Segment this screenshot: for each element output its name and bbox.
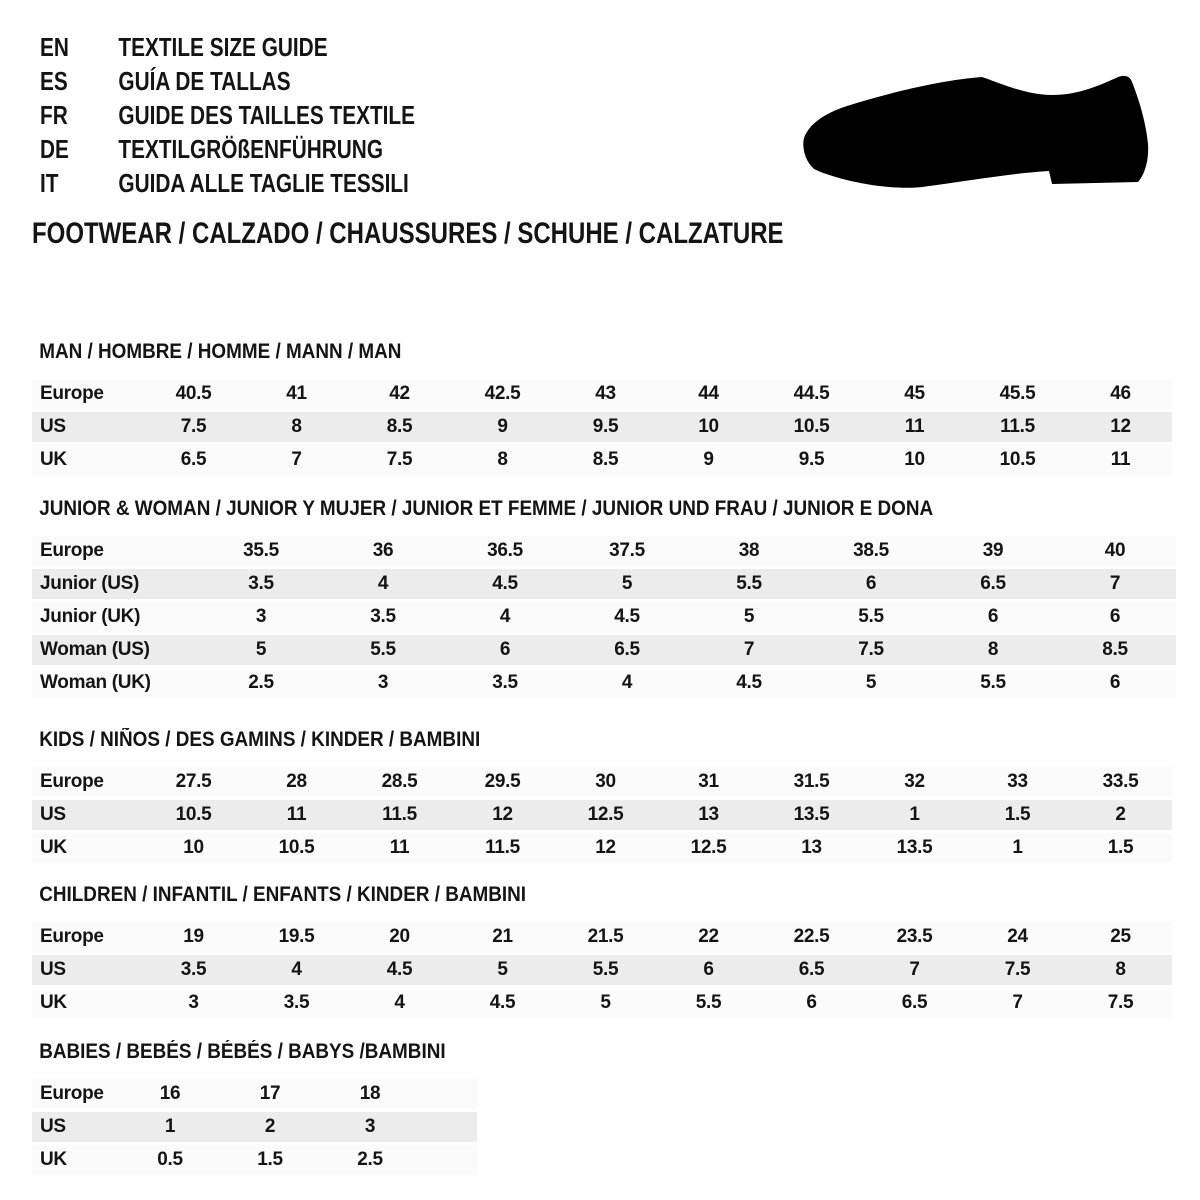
section-title: MAN / HOMBRE / HOMME / MANN / MAN	[39, 340, 402, 363]
size-cell: 8.5	[1054, 635, 1176, 665]
size-cell: 41	[245, 379, 348, 409]
size-cell: 3	[320, 1112, 420, 1142]
size-cell: 5	[810, 668, 932, 698]
section-man	[32, 341, 1172, 478]
row-label: Woman (UK)	[32, 668, 200, 698]
size-cell: 10	[863, 445, 966, 475]
size-cell: 9.5	[760, 445, 863, 475]
language-label: TEXTILGRÖßENFÜHRUNG	[118, 134, 384, 164]
language-label: GUIDE DES TAILLES TEXTILE	[118, 100, 416, 130]
section-title: BABIES / BEBÉS / BÉBÉS / BABYS /BAMBINI	[39, 1040, 446, 1063]
language-label: GUIDA ALLE TAGLIE TESSILI	[118, 168, 409, 198]
size-cell: 3.5	[322, 602, 444, 632]
junior-woman-row-europe	[32, 536, 1176, 566]
language-label: GUÍA DE TALLAS	[118, 66, 291, 96]
size-cell: 3.5	[245, 988, 348, 1018]
size-cell: 20	[348, 922, 451, 952]
size-cell: 6.5	[932, 569, 1054, 599]
size-cell: 6	[444, 635, 566, 665]
size-cell: 3	[142, 988, 245, 1018]
size-cell: 4	[348, 988, 451, 1018]
size-cell: 13.5	[863, 833, 966, 863]
size-cell: 11	[245, 800, 348, 830]
size-cell: 38.5	[810, 536, 932, 566]
babies-row-us	[32, 1112, 477, 1142]
size-cell: 6	[932, 602, 1054, 632]
language-row-de	[40, 132, 415, 166]
size-cell: 6.5	[760, 955, 863, 985]
size-cell: 31	[657, 767, 760, 797]
row-label: UK	[32, 833, 142, 863]
children-row-uk	[32, 988, 1172, 1018]
section-junior-woman	[32, 498, 1176, 701]
size-cell: 28	[245, 767, 348, 797]
babies-size-table	[32, 1076, 477, 1178]
size-cell: 13	[760, 833, 863, 863]
size-cell: 24	[966, 922, 1069, 952]
language-row-it	[40, 166, 415, 200]
size-cell: 9	[657, 445, 760, 475]
size-cell: 5	[451, 955, 554, 985]
size-cell: 39	[932, 536, 1054, 566]
junior-woman-row-woman-us-	[32, 635, 1176, 665]
size-cell: 8	[1069, 955, 1172, 985]
size-cell: 7	[1054, 569, 1176, 599]
size-cell: 33	[966, 767, 1069, 797]
size-cell: 10	[657, 412, 760, 442]
size-cell: 3	[322, 668, 444, 698]
size-cell: 4.5	[451, 988, 554, 1018]
size-cell: 19.5	[245, 922, 348, 952]
shoe-icon	[802, 70, 1152, 192]
row-label: Junior (US)	[32, 569, 200, 599]
section-children	[32, 884, 1172, 1021]
size-cell: 0.5	[120, 1145, 220, 1175]
size-cell: 10.5	[760, 412, 863, 442]
size-cell: 28.5	[348, 767, 451, 797]
size-cell: 8.5	[554, 445, 657, 475]
babies-row-uk	[32, 1145, 477, 1175]
size-cell: 42	[348, 379, 451, 409]
size-cell: 2.5	[320, 1145, 420, 1175]
size-cell: 12.5	[554, 800, 657, 830]
kids-size-table	[32, 764, 1172, 866]
section-title: JUNIOR & WOMAN / JUNIOR Y MUJER / JUNIOR ET FEMME / JUNIOR UND FRAU / JUNIOR E DONA	[39, 497, 934, 520]
size-cell: 7	[966, 988, 1069, 1018]
row-label: Junior (UK)	[32, 602, 200, 632]
size-cell: 44.5	[760, 379, 863, 409]
size-cell: 10.5	[142, 800, 245, 830]
row-label: Europe	[32, 379, 142, 409]
junior-woman-row-junior-us-	[32, 569, 1176, 599]
category-heading: FOOTWEAR / CALZADO / CHAUSSURES / SCHUHE / CALZATURE	[32, 217, 784, 250]
size-cell: 8.5	[348, 412, 451, 442]
row-label: Europe	[32, 767, 142, 797]
size-cell: 1.5	[1069, 833, 1172, 863]
size-cell: 38	[688, 536, 810, 566]
size-cell: 13.5	[760, 800, 863, 830]
row-label: US	[32, 1112, 120, 1142]
size-cell: 11.5	[348, 800, 451, 830]
size-cell: 12.5	[657, 833, 760, 863]
size-cell: 27.5	[142, 767, 245, 797]
size-cell: 16	[120, 1079, 220, 1109]
size-cell: 2	[220, 1112, 320, 1142]
size-cell: 30	[554, 767, 657, 797]
size-cell: 1	[966, 833, 1069, 863]
filler-cell	[420, 1145, 477, 1175]
size-cell: 21	[451, 922, 554, 952]
section-title: KIDS / NIÑOS / DES GAMINS / KINDER / BAMBINI	[39, 728, 481, 751]
size-cell: 6	[657, 955, 760, 985]
size-cell: 1.5	[220, 1145, 320, 1175]
size-cell: 5.5	[554, 955, 657, 985]
size-cell: 19	[142, 922, 245, 952]
size-cell: 33.5	[1069, 767, 1172, 797]
size-cell: 4	[245, 955, 348, 985]
language-code: IT	[40, 168, 59, 198]
size-cell: 37.5	[566, 536, 688, 566]
size-cell: 36.5	[444, 536, 566, 566]
language-code: FR	[40, 100, 68, 130]
size-cell: 18	[320, 1079, 420, 1109]
section-title: CHILDREN / INFANTIL / ENFANTS / KINDER / BAMBINI	[39, 883, 527, 906]
language-code: DE	[40, 134, 69, 164]
size-cell: 45	[863, 379, 966, 409]
size-cell: 11	[348, 833, 451, 863]
language-code: EN	[40, 32, 69, 62]
size-cell: 10.5	[966, 445, 1069, 475]
junior-woman-row-woman-uk-	[32, 668, 1176, 698]
size-cell: 1	[120, 1112, 220, 1142]
size-cell: 6	[1054, 668, 1176, 698]
children-size-table	[32, 919, 1172, 1021]
size-cell: 1	[863, 800, 966, 830]
kids-row-us	[32, 800, 1172, 830]
language-row-es	[40, 64, 415, 98]
size-cell: 4.5	[348, 955, 451, 985]
size-cell: 44	[657, 379, 760, 409]
size-cell: 45.5	[966, 379, 1069, 409]
size-cell: 4.5	[566, 602, 688, 632]
size-cell: 5	[566, 569, 688, 599]
man-row-us	[32, 412, 1172, 442]
size-cell: 5	[554, 988, 657, 1018]
size-cell: 5.5	[932, 668, 1054, 698]
size-cell: 4.5	[688, 668, 810, 698]
babies-row-europe	[32, 1079, 477, 1109]
size-cell: 36	[322, 536, 444, 566]
junior-woman-row-junior-uk-	[32, 602, 1176, 632]
size-cell: 7	[245, 445, 348, 475]
filler-cell	[420, 1079, 477, 1109]
language-label: TEXTILE SIZE GUIDE	[118, 32, 328, 62]
children-row-us	[32, 955, 1172, 985]
size-cell: 11	[863, 412, 966, 442]
row-label: Europe	[32, 536, 200, 566]
kids-row-europe	[32, 767, 1172, 797]
size-cell: 10.5	[245, 833, 348, 863]
size-cell: 6	[760, 988, 863, 1018]
row-label: US	[32, 412, 142, 442]
size-cell: 31.5	[760, 767, 863, 797]
size-cell: 4	[444, 602, 566, 632]
size-cell: 5	[200, 635, 322, 665]
size-cell: 12	[554, 833, 657, 863]
size-cell: 9.5	[554, 412, 657, 442]
size-cell: 22	[657, 922, 760, 952]
size-cell: 46	[1069, 379, 1172, 409]
size-cell: 21.5	[554, 922, 657, 952]
size-cell: 8	[245, 412, 348, 442]
size-cell: 6.5	[566, 635, 688, 665]
children-row-europe	[32, 922, 1172, 952]
size-cell: 40.5	[142, 379, 245, 409]
kids-row-uk	[32, 833, 1172, 863]
size-cell: 8	[451, 445, 554, 475]
language-row-fr	[40, 98, 415, 132]
man-row-europe	[32, 379, 1172, 409]
size-cell: 13	[657, 800, 760, 830]
row-label: US	[32, 800, 142, 830]
row-label: Woman (US)	[32, 635, 200, 665]
filler-cell	[420, 1112, 477, 1142]
size-cell: 4.5	[444, 569, 566, 599]
size-cell: 22.5	[760, 922, 863, 952]
size-cell: 6.5	[142, 445, 245, 475]
size-cell: 11.5	[451, 833, 554, 863]
row-label: US	[32, 955, 142, 985]
row-label: Europe	[32, 922, 142, 952]
row-label: UK	[32, 988, 142, 1018]
junior-woman-size-table	[32, 533, 1176, 701]
size-cell: 1.5	[966, 800, 1069, 830]
size-cell: 4	[322, 569, 444, 599]
size-cell: 23.5	[863, 922, 966, 952]
size-cell: 4	[566, 668, 688, 698]
size-cell: 2.5	[200, 668, 322, 698]
section-kids	[32, 729, 1172, 866]
size-cell: 43	[554, 379, 657, 409]
size-cell: 17	[220, 1079, 320, 1109]
size-cell: 42.5	[451, 379, 554, 409]
size-cell: 5.5	[810, 602, 932, 632]
size-cell: 12	[451, 800, 554, 830]
size-cell: 3.5	[142, 955, 245, 985]
size-cell: 35.5	[200, 536, 322, 566]
language-code: ES	[40, 66, 68, 96]
size-cell: 5	[688, 602, 810, 632]
man-size-table	[32, 376, 1172, 478]
row-label: Europe	[32, 1079, 120, 1109]
size-cell: 11.5	[966, 412, 1069, 442]
size-cell: 29.5	[451, 767, 554, 797]
size-cell: 40	[1054, 536, 1176, 566]
size-cell: 5.5	[657, 988, 760, 1018]
size-cell: 7.5	[810, 635, 932, 665]
size-cell: 7.5	[966, 955, 1069, 985]
size-cell: 3	[200, 602, 322, 632]
size-cell: 11	[1069, 445, 1172, 475]
size-cell: 6.5	[863, 988, 966, 1018]
size-cell: 7.5	[348, 445, 451, 475]
row-label: UK	[32, 445, 142, 475]
size-cell: 2	[1069, 800, 1172, 830]
size-cell: 6	[1054, 602, 1176, 632]
language-row-en	[40, 30, 415, 64]
size-cell: 7.5	[1069, 988, 1172, 1018]
size-cell: 7.5	[142, 412, 245, 442]
size-cell: 25	[1069, 922, 1172, 952]
size-cell: 8	[932, 635, 1054, 665]
row-label: UK	[32, 1145, 120, 1175]
size-cell: 5.5	[322, 635, 444, 665]
size-cell: 9	[451, 412, 554, 442]
language-list	[40, 30, 509, 200]
size-cell: 6	[810, 569, 932, 599]
size-cell: 3.5	[200, 569, 322, 599]
size-cell: 5.5	[688, 569, 810, 599]
size-cell: 3.5	[444, 668, 566, 698]
section-babies	[32, 1041, 492, 1178]
man-row-uk	[32, 445, 1172, 475]
size-cell: 12	[1069, 412, 1172, 442]
size-cell: 7	[688, 635, 810, 665]
size-cell: 7	[863, 955, 966, 985]
size-cell: 10	[142, 833, 245, 863]
size-cell: 32	[863, 767, 966, 797]
